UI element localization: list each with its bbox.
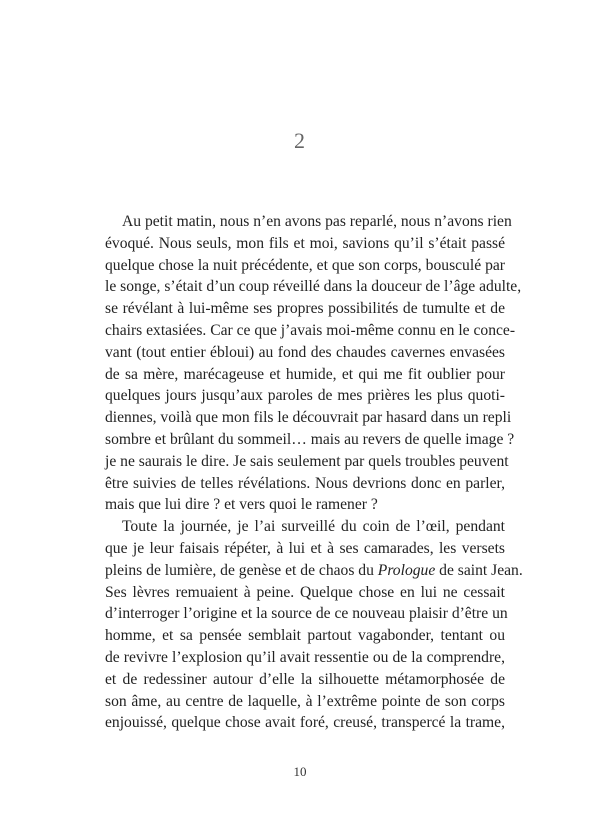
chapter-number: 2 <box>294 128 306 153</box>
italic-title: Prologue <box>377 561 436 579</box>
text-line: quelque chose la nuit précédente, et que son corps, bousculé par <box>105 256 505 274</box>
text-line: et de redessiner autour d’elle la silhouette métamorphosée de <box>105 670 505 688</box>
text-line: que je leur faisais répéter, à lui et à ses camarades, les versets <box>105 539 505 557</box>
text-line: de sa mère, marécageuse et humide, et qui me fit oublier pour <box>105 365 505 383</box>
text-line: de revivre l’explosion qu’il avait ressentie ou de la comprendre, <box>105 648 505 666</box>
text-line: d’interroger l’origine et la source de ce nouveau plaisir d’être un <box>105 605 508 623</box>
text-line: son âme, au centre de laquelle, à l’extrême pointe de son corps <box>105 692 505 710</box>
text-line: le songe, s’était d’un coup réveillé dans la douceur de l’âge adulte, <box>105 278 522 296</box>
text-line: diennes, voilà que mon fils le découvrait par hasard dans un repli <box>105 409 512 427</box>
text-line: vant (tout entier ébloui) au fond des chaudes cavernes envasées <box>105 343 505 361</box>
text-line: Ses lèvres remuaient à peine. Quelque chose en lui ne cessait <box>105 583 505 601</box>
text-line-with-title <box>105 560 523 582</box>
text-line: mais que lui dire ? et vers quoi le ramener ? <box>105 496 378 514</box>
text-segment: de saint Jean. <box>435 561 523 579</box>
text-line: se révélant à lui-même ses propres possibilités de tumulte et de <box>105 300 505 318</box>
text-line: enjouissé, quelque chose avait foré, creusé, transpercé la trame, <box>105 714 505 732</box>
text-line: Au petit matin, nous n’en avons pas reparlé, nous n’avons rien <box>122 213 512 230</box>
text-line: homme, et sa pensée semblait partout vagabonder, tentant ou <box>105 627 505 645</box>
text-line: chairs extasiées. Car ce que j’avais moi-même connu en le conce- <box>105 321 516 339</box>
body-text <box>105 211 523 734</box>
text-line: être suivies de telles révélations. Nous devrions donc en parler, <box>105 474 505 492</box>
text-line: quelques jours jusqu’aux paroles de mes prières les plus quoti- <box>105 387 505 405</box>
text-line: sombre et brûlant du sommeil… mais au revers de quelle image ? <box>105 430 515 448</box>
text-segment: pleins de lumière, de genèse et de chaos du <box>105 561 378 579</box>
text-line: Toute la journée, je l’ai surveillé du coin de l’œil, pendant <box>122 518 505 536</box>
text-line: je ne saurais le dire. Je sais seulement par quels troubles peuvent <box>105 452 509 470</box>
page-number: 10 <box>293 764 307 779</box>
text-line: évoqué. Nous seuls, mon fils et moi, savions qu’il s’était passé <box>105 234 505 252</box>
